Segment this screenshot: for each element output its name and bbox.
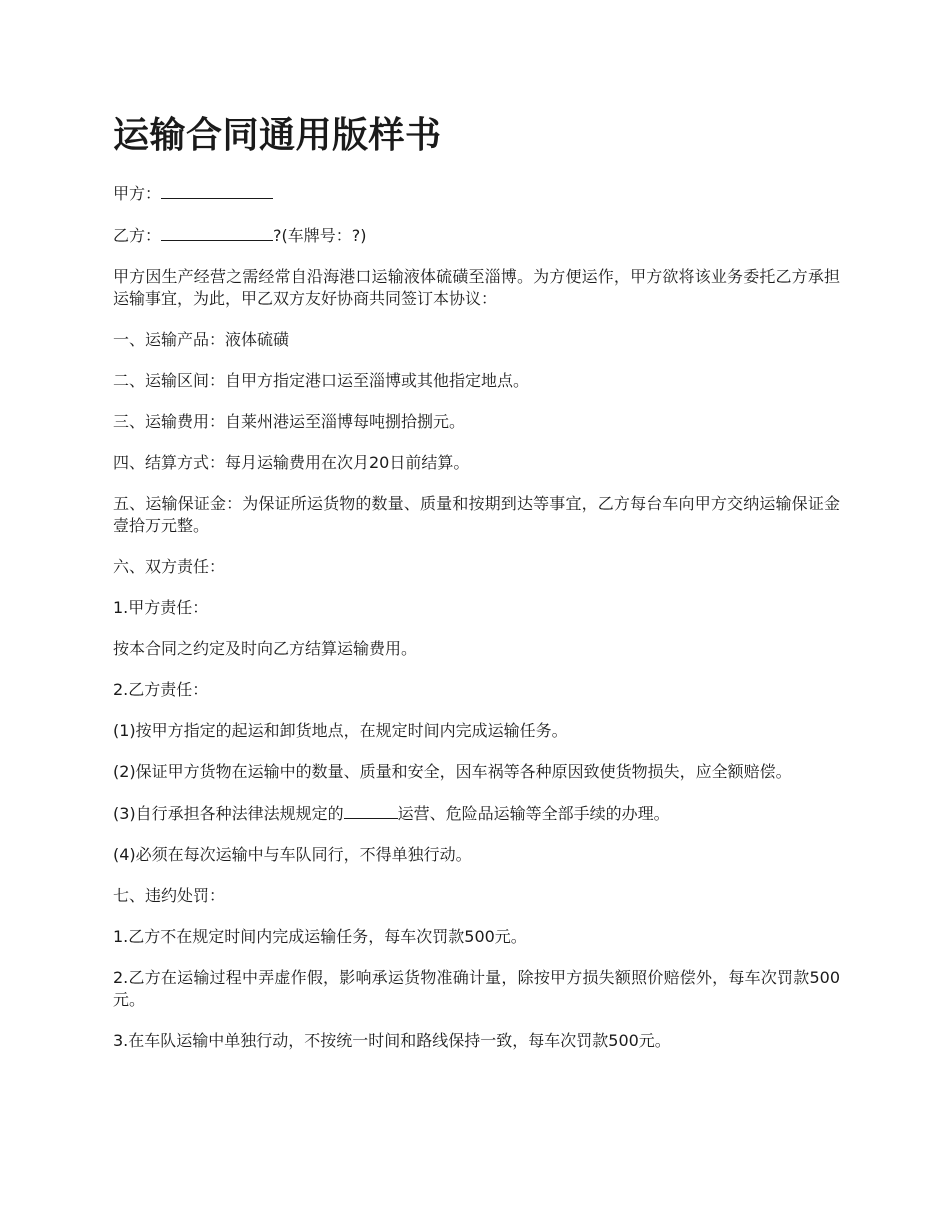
clause-6-heading: 六、双方责任：	[113, 557, 226, 576]
party-a-duty-text: 按本合同之约定及时向乙方结算运输费用。	[113, 639, 418, 658]
party-b-duty-3-blank	[344, 802, 398, 819]
intro-paragraph: 甲方因生产经营之需经常自沿海港口运输液体硫磺至淄博。为方便运作，甲方欲将该业务委托乙方承担运输事宜，为此，甲乙双方友好协商共同签订本协议：	[113, 267, 840, 308]
clause-1: 一、运输产品：液体硫磺	[113, 330, 290, 349]
clause-3: 三、运输费用：自莱州港运至淄博每吨捌拾捌元。	[113, 412, 466, 431]
document-page	[113, 108, 840, 1071]
penalty-1: 1.乙方不在规定时间内完成运输任务，每车次罚款500元。	[113, 927, 527, 946]
party-b-blank	[161, 224, 273, 241]
party-b-duty-3-suffix: 运营、危险品运输等全部手续的办理。	[397, 804, 670, 823]
party-b-duty-heading: 2.乙方责任：	[113, 680, 209, 699]
party-b-duty-4: (4)必须在每次运输中与车队同行，不得单独行动。	[113, 845, 472, 864]
party-a-duty-heading: 1.甲方责任：	[113, 598, 209, 617]
party-a-label: 甲方：	[113, 184, 162, 203]
clause-2: 二、运输区间：自甲方指定港口运至淄博或其他指定地点。	[113, 371, 530, 390]
document-title: 运输合同通用版样书	[113, 115, 442, 156]
party-b-line	[113, 224, 840, 247]
party-b-label: 乙方：	[113, 226, 162, 245]
party-b-suffix: ?(车牌号：?)	[273, 226, 367, 245]
clause-5: 五、运输保证金：为保证所运货物的数量、质量和按期到达等事宜，乙方每台车向甲方交纳运输保证金壹拾万元整。	[113, 494, 840, 535]
party-a-line	[113, 182, 840, 205]
penalty-3: 3.在车队运输中单独行动，不按统一时间和路线保持一致，每车次罚款500元。	[113, 1031, 671, 1050]
party-a-blank	[161, 182, 273, 199]
party-b-duty-1: (1)按甲方指定的起运和卸货地点，在规定时间内完成运输任务。	[113, 721, 568, 740]
clause-7-heading: 七、违约处罚：	[113, 886, 226, 905]
party-b-duty-3-prefix: (3)自行承担各种法律法规规定的	[113, 804, 344, 823]
party-b-duty-3	[113, 802, 840, 825]
party-b-duty-2: (2)保证甲方货物在运输中的数量、质量和安全，因车祸等各种原因致使货物损失，应全额赔偿。	[113, 762, 792, 781]
penalty-2: 2.乙方在运输过程中弄虚作假，影响承运货物准确计量，除按甲方损失额照价赔偿外，每车次罚款500元。	[113, 968, 840, 1009]
clause-4: 四、结算方式：每月运输费用在次月20日前结算。	[113, 453, 470, 472]
